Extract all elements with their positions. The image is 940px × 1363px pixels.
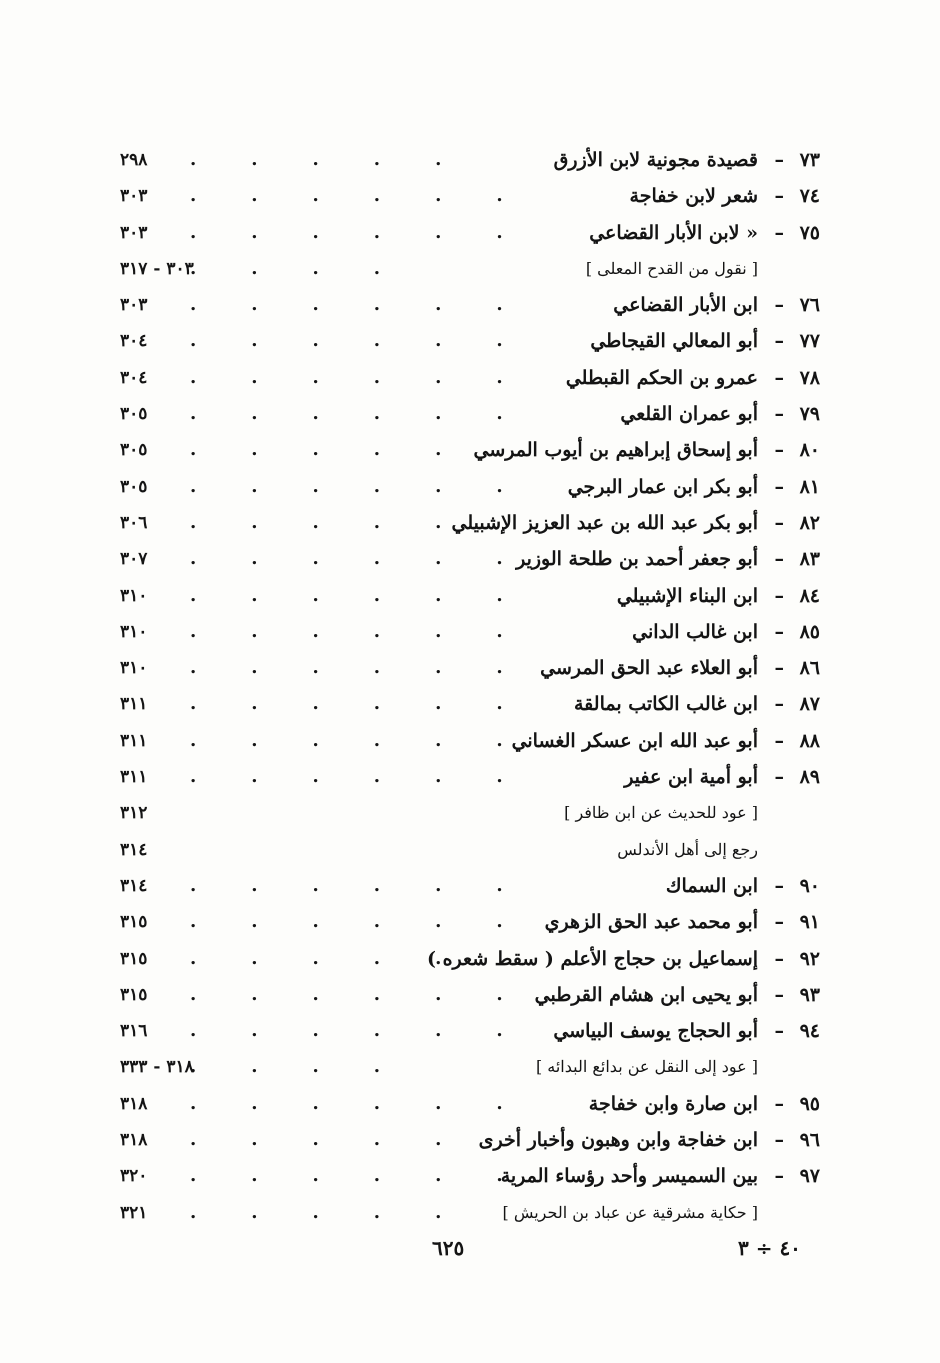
entry-title: « لابن الأبار القضاعي [589,221,758,244]
entry-number: ٩٢ [799,947,820,970]
entry-title: أبو جعفر أحمد بن طلحة الوزير [516,548,758,571]
entry-page-number: ٣٠٣ [120,295,148,316]
toc-entry [120,614,820,650]
leader-dots: ...... [190,294,558,316]
leader-dots: ..... [190,439,497,461]
entry-page-number: ٣٠٥ [120,404,148,425]
entry-page-number: ٣٠٣ [120,186,148,207]
entry-dash: – [774,366,784,389]
entry-page-number: ٢٩٨ [120,150,148,170]
leader-dots: ..... [190,1201,497,1223]
toc-entry [120,287,820,323]
entry-page-number: ٣٠٤ [120,331,148,352]
entry-title: [ حكاية مشرقية عن عباد بن الحريش ] [502,1202,758,1222]
toc-entry [120,323,820,359]
entry-dash: – [774,511,784,534]
signature-mark: ٤٠ ÷ ٣ [738,1236,801,1260]
leader-dots: .... [190,1056,436,1078]
entry-page-number: ٣١٨ - ٣٣٣ [120,1057,194,1078]
entry-page-number: ٣١٥ [120,948,148,969]
entry-page-number: ٣١٥ [120,912,148,933]
toc-subheading [120,832,820,868]
toc-entry [120,1086,820,1122]
toc-entry [120,686,820,722]
leader-dots: ...... [190,766,558,788]
toc-entry [120,541,820,577]
leader-dots: ...... [190,221,558,243]
entry-number: ٧٤ [799,185,820,208]
leader-dots: ...... [190,330,558,352]
entry-title: ابن صارة وابن خفاجة [588,1092,758,1115]
entry-dash: – [774,766,784,789]
toc-entry [120,904,820,940]
leader-dots: ...... [190,548,558,570]
entry-dash: – [774,330,784,353]
page-footer [0,1236,940,1266]
table-of-contents [120,142,820,1231]
entry-title: قصيدة مجونية لابن الأزرق [553,149,758,171]
leader-dots: ...... [190,620,558,642]
entry-number: ٨٤ [799,584,820,607]
entry-title: أبو العلاء عبد الحق المرسي [540,657,758,680]
entry-title: [ عود إلى النقل عن بدائع البدائه ] [535,1057,758,1077]
entry-page-number: ٣١٦ [120,1021,148,1042]
entry-dash: – [774,1020,784,1043]
entry-dash: – [774,693,784,716]
leader-dots: ...... [190,1092,558,1114]
entry-dash: – [774,149,784,171]
entry-number: ٨٣ [799,548,820,571]
entry-number: ٩٤ [799,1020,820,1043]
entry-title: أبو أمية ابن عفير [624,766,758,789]
toc-entry [120,1122,820,1158]
entry-page-number: ٣١٠ [120,621,148,642]
leader-dots: ...... [190,475,558,497]
entry-dash: – [774,947,784,970]
leader-dots: ...... [190,693,558,715]
leader-dots: ..... [190,149,497,170]
entry-dash: – [774,403,784,426]
entry-number: ٩٦ [799,1129,820,1152]
entry-dash: – [774,294,784,317]
entry-number: ٨٨ [799,729,820,752]
leader-dots: ...... [190,185,558,207]
entry-title: إسماعيل بن حجاج الأعلم ( سقط شعره ) [426,947,758,970]
toc-note [120,1049,820,1085]
entry-dash: – [774,548,784,571]
toc-note [120,1195,820,1231]
leader-dots: ...... [190,911,558,933]
entry-title: أبو بكر ابن عمار البرجي [567,475,758,498]
entry-title: أبو الحجاج يوسف البياسي [553,1020,758,1043]
toc-entry [120,723,820,759]
entry-title: ابن البناء الإشبيلي [616,584,758,607]
entry-page-number: ٣١٨ [120,1130,148,1151]
entry-page-number: ٣٠٤ [120,367,148,388]
entry-title: رجع إلى أهل الأندلس [617,839,758,859]
entry-number: ٩٧ [799,1165,820,1188]
entry-page-number: ٣١٤ [120,875,148,896]
entry-title: أبو إسحاق إبراهيم بن أيوب المرسي [473,439,758,462]
entry-dash: – [774,221,784,244]
entry-number: ٧٣ [799,149,820,171]
entry-title: أبو عمران القلعي [620,403,758,426]
entry-page-number: ٣٠٥ [120,440,148,461]
entry-title: ابن السماك [665,874,758,897]
entry-page-number: ٣٠٥ [120,476,148,497]
entry-title: ابن خفاجة وابن وهبون وأخبار أخرى [478,1129,758,1152]
entry-title: عمرو بن الحكم القبطلي [565,366,758,389]
entry-number: ٩٣ [799,983,820,1006]
entry-page-number: ٣٠٧ [120,549,148,570]
toc-entry [120,469,820,505]
entry-number: ٨٧ [799,693,820,716]
entry-dash: – [774,475,784,498]
leader-dots: ...... [190,874,558,896]
entry-dash: – [774,983,784,1006]
entry-page-number: ٣٠٣ [120,222,148,243]
entry-page-number: ٣١٨ [120,1093,148,1114]
entry-number: ٨٠ [799,439,820,462]
entry-title: ابن غالب الداني [632,620,758,643]
entry-page-number: ٣٢٠ [120,1166,148,1187]
entry-dash: – [774,584,784,607]
entry-number: ٩٥ [799,1092,820,1115]
entry-number: ٨٦ [799,657,820,680]
entry-title: [ نقول من القدح المعلى ] [585,258,758,278]
leader-dots: ...... [190,983,558,1005]
entry-title: أبو المعالي القيجاطي [590,330,758,353]
entry-number: ٩١ [799,911,820,934]
entry-title: شعر لابن خفاجة [629,185,758,208]
leader-dots: ...... [190,657,558,679]
entry-number: ٨٩ [799,766,820,789]
leader-dots: ..... [190,511,497,533]
entry-title: أبو يحيى ابن هشام القرطبي [534,983,758,1006]
entry-title: ابن الأبار القضاعي [613,294,758,317]
toc-entry [120,505,820,541]
toc-note [120,795,820,831]
toc-entry [120,759,820,795]
leader-dots: ..... [190,947,497,969]
entry-page-number: ٣١١ [120,730,148,751]
entry-number: ٨١ [799,475,820,498]
toc-entry [120,941,820,977]
toc-entry [120,142,820,178]
leader-dots: ...... [190,729,558,751]
leader-dots: .... [190,257,436,279]
entry-title: [ عود للحديث عن ابن ظافر ] [564,803,758,823]
entry-dash: – [774,439,784,462]
toc-entry [120,215,820,251]
entry-number: ٧٩ [799,403,820,426]
entry-page-number: ٣١٥ [120,984,148,1005]
toc-entry [120,650,820,686]
entry-dash: – [774,1165,784,1188]
toc-entry [120,578,820,614]
entry-dash: – [774,185,784,208]
entry-title: أبو بكر عبد الله بن عبد العزيز الإشبيلي [451,511,758,534]
leader-dots: ...... [190,1020,558,1042]
toc-entry [120,1013,820,1049]
entry-title: أبو محمد عبد الحق الزهري [544,911,758,934]
leader-dots: ...... [190,403,558,425]
toc-entry [120,977,820,1013]
entry-dash: – [774,1092,784,1115]
entry-page-number: ٣٢١ [120,1202,148,1223]
entry-dash: – [774,729,784,752]
toc-entry [120,1158,820,1194]
entry-number: ٧٨ [799,366,820,389]
page-number: ٦٢٥ [432,1236,465,1260]
entry-number: ٨٥ [799,620,820,643]
entry-number: ٩٠ [799,874,820,897]
toc-entry [120,360,820,396]
toc-entry [120,178,820,214]
toc-entry [120,868,820,904]
entry-title: ابن غالب الكاتب بمالقة [574,693,758,716]
entry-dash: – [774,1129,784,1152]
entry-number: ٨٢ [799,511,820,534]
entry-page-number: ٣١٠ [120,658,148,679]
entry-page-number: ٣١١ [120,767,148,788]
entry-number: ٧٧ [799,330,820,353]
entry-page-number: ٣٠٦ [120,512,148,533]
toc-entry [120,432,820,468]
leader-dots: ...... [190,584,558,606]
entry-title: أبو عبد الله ابن عسكر الغساني [511,729,758,752]
toc-note [120,251,820,287]
entry-dash: – [774,911,784,934]
entry-dash: – [774,620,784,643]
entry-number: ٧٦ [799,294,820,317]
entry-dash: – [774,874,784,897]
leader-dots: ...... [190,1165,558,1187]
entry-number: ٧٥ [799,221,820,244]
toc-entry [120,396,820,432]
entry-page-number: ٣١٤ [120,839,148,860]
entry-page-number: ٣١٢ [120,803,148,824]
entry-page-number: ٣١٠ [120,585,148,606]
entry-dash: – [774,657,784,680]
entry-page-number: ٣٠٣ - ٣١٧ [120,258,194,279]
entry-page-number: ٣١١ [120,694,148,715]
leader-dots: ..... [190,1129,497,1151]
leader-dots: ...... [190,366,558,388]
entry-title: بين السميسر وأحد رؤساء المرية [500,1165,758,1188]
